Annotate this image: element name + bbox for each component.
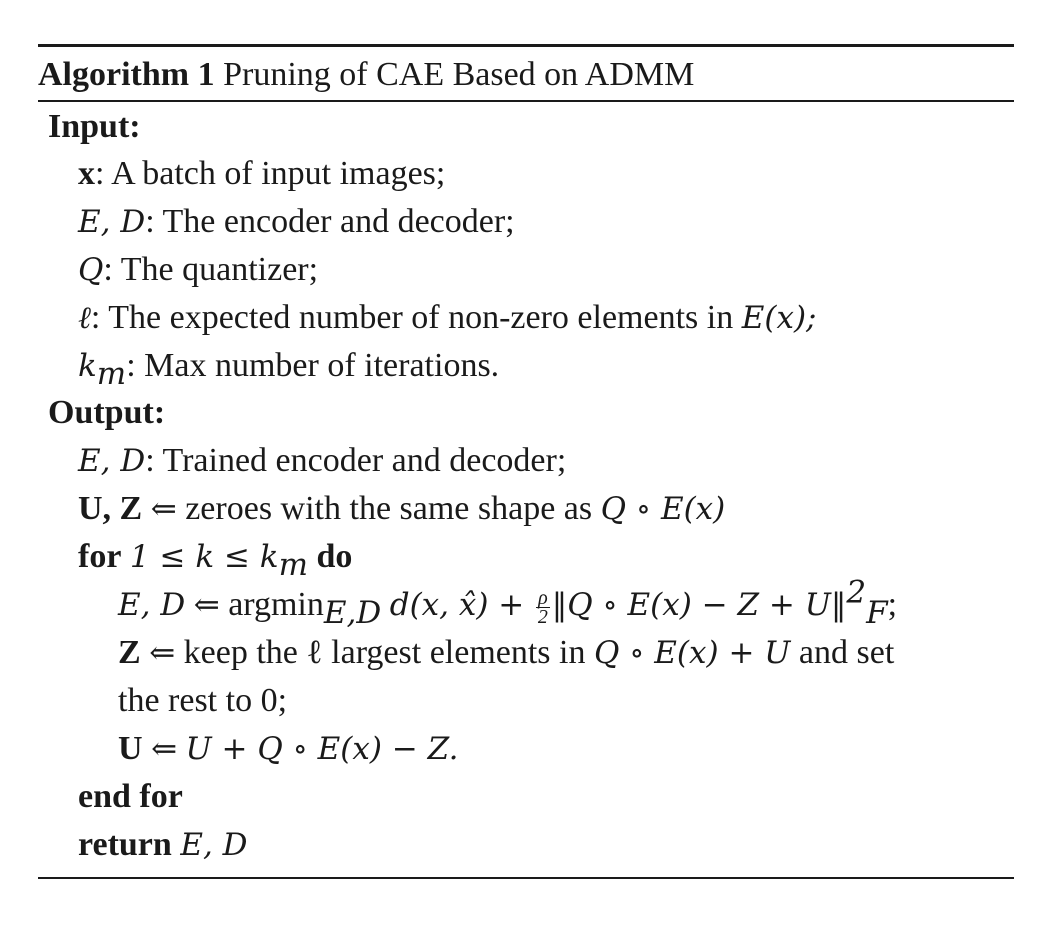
step2-text: keep the ℓ largest elements in: [175, 634, 594, 671]
for-condition-subscript: m: [278, 546, 308, 583]
input-symbol: ℓ: [78, 300, 91, 336]
for-line: [78, 537, 353, 583]
init-line: [78, 489, 725, 529]
algorithm-title: Pruning of CAE Based on ADMM: [223, 56, 695, 93]
input-symbol: x: [78, 155, 95, 192]
step2-tail: and set: [790, 634, 895, 671]
update-z-continuation: the rest to 0;: [118, 682, 288, 719]
output-heading: Output:: [48, 394, 166, 431]
norm-subscript: F: [866, 594, 888, 631]
output-line: [78, 441, 566, 481]
caption-rule: [38, 100, 1014, 102]
step2-expression: Q ∘ E(x) + U: [593, 635, 791, 671]
init-lhs: U, Z: [78, 490, 143, 527]
top-rule: [38, 44, 1014, 47]
input-description: : The encoder and decoder;: [145, 203, 515, 240]
input-line-encoder-decoder: [78, 202, 515, 242]
return-line: [78, 825, 248, 865]
step3-lhs: U: [118, 730, 143, 767]
assign-arrow: ⇐: [149, 635, 176, 671]
input-description: : The expected number of non-zero elements in: [90, 299, 742, 336]
step2-lhs: Z: [118, 634, 141, 671]
norm-superscript: 2: [846, 574, 867, 611]
return-keyword: return: [78, 826, 172, 863]
input-symbol: E, D: [78, 204, 146, 240]
loss-term: d(x, x̂) +: [389, 587, 535, 623]
step3-expression: U + Q ∘ E(x) − Z.: [185, 731, 459, 767]
bottom-rule: [38, 877, 1014, 879]
assign-arrow: ⇐: [150, 491, 177, 527]
do-keyword: do: [316, 538, 353, 575]
assign-arrow: ⇐: [193, 587, 220, 623]
input-description: : The quantizer;: [103, 251, 319, 288]
for-condition: 1 ≤ k ≤ k: [129, 539, 279, 575]
input-heading: Input:: [48, 108, 141, 145]
update-u-line: [118, 729, 459, 769]
fraction-numerator: ρ: [538, 586, 548, 609]
input-line-x: [78, 154, 445, 194]
input-line-quantizer: [78, 250, 318, 290]
input-expression: E(x);: [741, 300, 817, 336]
step1-lhs: E, D: [118, 587, 186, 623]
norm-term: ‖Q ∘ E(x) − Z + U‖: [551, 587, 847, 623]
statement-end: ;: [887, 586, 898, 623]
init-expression: Q ∘ E(x): [600, 491, 726, 527]
output-symbol: E, D: [78, 443, 146, 479]
input-symbol: Q: [78, 252, 104, 288]
algorithm-caption: [38, 55, 694, 95]
output-description: : Trained encoder and decoder;: [145, 442, 567, 479]
rho-half-fraction: [536, 586, 550, 628]
end-for-keyword: end for: [78, 778, 183, 815]
input-description: : A batch of input images;: [95, 155, 446, 192]
update-z-line: [118, 633, 894, 673]
argmin-operator: argmin: [228, 586, 324, 623]
return-value: E, D: [180, 827, 248, 863]
input-line-ell: [78, 298, 816, 338]
fraction-denominator: 2: [537, 605, 548, 628]
argmin-subscript: E,D: [323, 594, 382, 631]
input-symbol: k: [78, 348, 97, 384]
update-encoder-decoder-line: [118, 574, 898, 631]
input-symbol-subscript: m: [96, 355, 127, 392]
algorithm-label: Algorithm 1: [38, 56, 215, 93]
input-description: : Max number of iterations.: [126, 347, 500, 384]
init-text: zeroes with the same shape as: [176, 490, 601, 527]
for-keyword: for: [78, 538, 122, 575]
assign-arrow: ⇐: [151, 731, 178, 767]
input-line-km: [78, 346, 500, 392]
